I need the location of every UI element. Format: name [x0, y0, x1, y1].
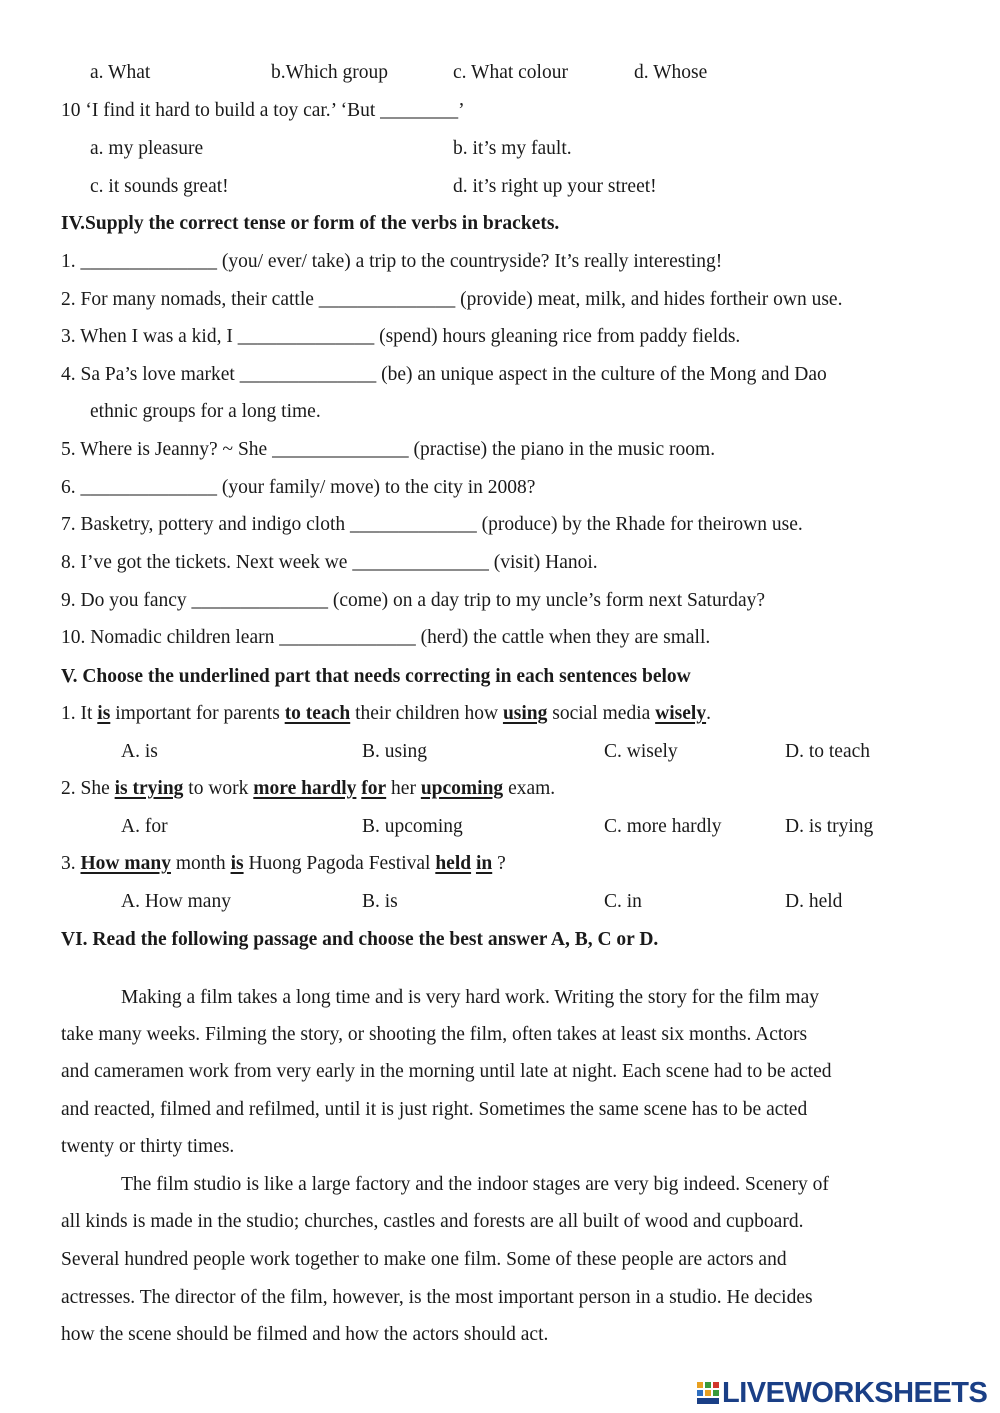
section-5-q2-option-c: C. more hardly — [604, 816, 722, 837]
q10-option-d: d. it’s right up your street! — [453, 176, 657, 197]
underlined-part: to teach — [284, 703, 351, 724]
text-part: 3. — [61, 853, 81, 874]
passage-line: take many weeks. Filming the story, or shooting the film, often takes at least six months. Actors — [61, 1024, 808, 1045]
section-4-item-9: 9. Do you fancy ______________ (come) on a day trip to my uncle’s form next Saturday? — [61, 590, 766, 611]
underlined-part: held — [435, 853, 472, 874]
passage-line: all kinds is made in the studio; churches, castles and forests are all built of wood and cupboard. — [61, 1211, 804, 1232]
underlined-part: is trying — [114, 778, 184, 799]
q10-stem: 10 ‘I find it hard to build a toy car.’ ‘But ________’ — [61, 100, 465, 121]
section-5-q3-option-b: B. is — [362, 891, 398, 912]
underlined-part: in — [475, 853, 493, 874]
underlined-part: upcoming — [420, 778, 504, 799]
text-part: her — [386, 778, 421, 799]
section-4-item-10: 10. Nomadic children learn ______________ (herd) the cattle when they are small. — [61, 627, 711, 648]
section-5-q2-option-a: A. for — [121, 816, 168, 837]
section-4-item-7: 7. Basketry, pottery and indigo cloth _____________ (produce) by the Rhade for theirown use. — [61, 514, 803, 535]
section-4-item-8: 8. I’ve got the tickets. Next week we ______________ (visit) Hanoi. — [61, 552, 598, 573]
passage-line: how the scene should be filmed and how the actors should act. — [61, 1324, 549, 1345]
text-part: exam. — [503, 778, 556, 799]
section-4-item-4: 4. Sa Pa’s love market ______________ (be) an unique aspect in the culture of the Mong and Dao — [61, 364, 827, 385]
liveworksheets-logo — [696, 1376, 987, 1410]
section-4-item-2: 2. For many nomads, their cattle ______________ (provide) meat, milk, and hides fortheir own use. — [61, 289, 843, 310]
passage-line: The film studio is like a large factory and the indoor stages are very big indeed. Scenery of — [121, 1174, 829, 1195]
section-5-title: V. Choose the underlined part that needs correcting in each sentences below — [61, 666, 691, 687]
passage-line: Several hundred people work together to make one film. Some of these people are actors and — [61, 1249, 787, 1270]
liveworksheets-wordmark: LIVEWORKSHEETS — [722, 1377, 988, 1409]
underlined-part: is — [230, 853, 244, 874]
passage-line: and reacted, filmed and refilmed, until it is just right. Sometimes the same scene has to be acted — [61, 1099, 808, 1120]
section-5-q3-option-a: A. How many — [121, 891, 231, 912]
underlined-part: How many — [80, 853, 171, 874]
passage-line: Making a film takes a long time and is very hard work. Writing the story for the film may — [121, 987, 819, 1008]
text-part: social media — [547, 703, 656, 724]
passage-line: and cameramen work from very early in the morning until late at night. Each scene had to be acted — [61, 1061, 832, 1082]
text-part: ? — [492, 853, 506, 874]
q10-option-c: c. it sounds great! — [90, 176, 229, 197]
section-5-q1-option-d: D. to teach — [785, 741, 871, 762]
section-5-q2-option-d: D. is trying — [785, 816, 874, 837]
q9-option-c: c. What colour — [453, 62, 568, 83]
section-4-item-3: 3. When I was a kid, I ______________ (spend) hours gleaning rice from paddy fields. — [61, 326, 741, 347]
section-5-q1-option-b: B. using — [362, 741, 428, 762]
q9-option-d: d. Whose — [634, 62, 708, 83]
passage-line: twenty or thirty times. — [61, 1136, 235, 1157]
underlined-part: more hardly — [253, 778, 357, 799]
underlined-part: wisely — [655, 703, 707, 724]
section-4-item-4-continued: ethnic groups for a long time. — [90, 401, 321, 422]
section-5-q1-sentence — [61, 701, 711, 727]
passage-line: actresses. The director of the film, however, is the most important person in a studio. He decides — [61, 1287, 813, 1308]
text-part: 1. It — [61, 703, 98, 724]
text-part: . — [706, 703, 711, 724]
section-4-item-1: 1. ______________ (you/ ever/ take) a trip to the countryside? It’s really interesting! — [61, 251, 723, 272]
section-5-q1-option-a: A. is — [121, 741, 158, 762]
section-4-item-5: 5. Where is Jeanny? ~ She ______________ (practise) the piano in the music room. — [61, 439, 716, 460]
underlined-part: is — [97, 703, 111, 724]
q9-option-b: b.Which group — [271, 62, 388, 83]
text-part: their children how — [350, 703, 503, 724]
underlined-part: using — [502, 703, 548, 724]
underlined-part: for — [361, 778, 387, 799]
q9-option-a: a. What — [90, 62, 151, 83]
text-part: 2. She — [61, 778, 115, 799]
q10-option-a: a. my pleasure — [90, 138, 204, 159]
section-4-item-6: 6. ______________ (your family/ move) to the city in 2008? — [61, 477, 536, 498]
section-5-q3-sentence — [61, 851, 506, 877]
liveworksheets-mark-icon — [696, 1379, 720, 1407]
section-5-q2-sentence — [61, 776, 555, 802]
text-part: month — [170, 853, 231, 874]
section-5-q3-option-c: C. in — [604, 891, 642, 912]
section-4-title: IV.Supply the correct tense or form of the verbs in brackets. — [61, 213, 560, 234]
section-6-title: VI. Read the following passage and choose the best answer A, B, C or D. — [61, 929, 659, 950]
section-5-q2-option-b: B. upcoming — [362, 816, 463, 837]
section-5-q1-option-c: C. wisely — [604, 741, 678, 762]
q10-option-b: b. it’s my fault. — [453, 138, 572, 159]
text-part: to work — [183, 778, 254, 799]
text-part: important for parents — [110, 703, 285, 724]
section-5-q3-option-d: D. held — [785, 891, 843, 912]
text-part: Huong Pagoda Festival — [243, 853, 436, 874]
